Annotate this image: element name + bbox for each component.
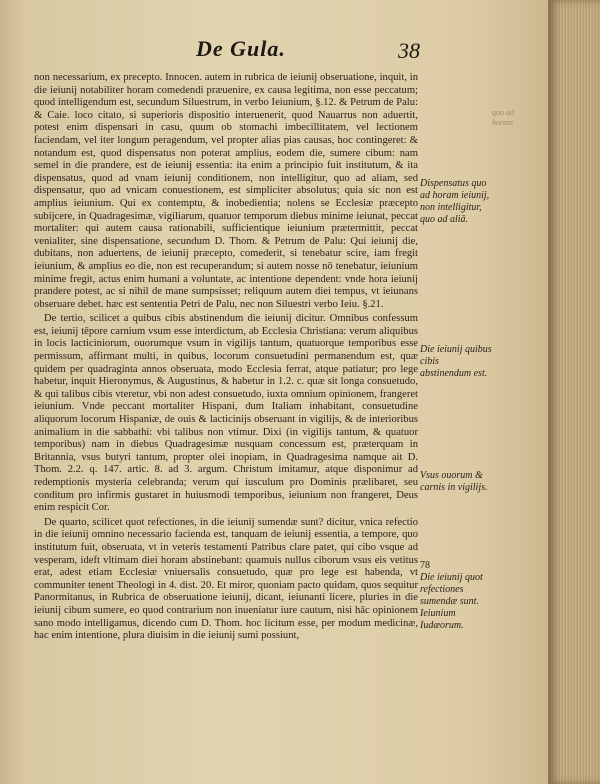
running-title: De Gula. — [196, 36, 286, 61]
paragraph: De quarto, scilicet quot refectiones, in die ieiunij sumendæ sunt? dicitur, vnica refectio in die ieiunij omnino necessario facienda est, tanquam de ieiunij essentia, a tempore, quo institutum fuit, obseruata, vt in veteris testamenti Patribus clare patet, qui cibo vsque ad vesperam, ideft vltimam diei horam abstinebant: quamuis nullus ciborum vsus eis vetitus erat, adest etiam Ecclesiæ vniuersalis consuetudo, quæ pro lege est habenda, vt communiter tenent Theologi in 4. dist. 20. Et miror, quoniam pacto quidam, quos sequitur Panormitanus, in Rubrica de obseruatione ieiunij, dicant, ieiunanti licere, pluries in die ieiunij cibum sumere, eo quod contrarium non inueniatur iure cautum, nisi hāc opinionem sano modo intelligamus, dicendo cum D. Thom. hoc licitum esse, per modum medicinæ, hac enim intentione, plura diuisim in die ieiunij sumi possiunt, — [34, 516, 418, 642]
page-number: 38 — [398, 38, 420, 63]
paragraph: De tertio, scilicet a quibus cibis abstinendum die ieiunij dicitur. Omnibus confessum est, ieiunij tēpore carnium vsum esse interdictum, ab Ecclesia Christiana: verum aliquibus in locis lacticiniorum, ouorumque vsum in vigilijs tantum, quatuorque temporibus esse permissum, affirmant multi, in quibus, locorum consuetudini permanendum est, quæ quidem per quadraginta annos obseruata, modo Ecclesia ferrat, atque patiatur; pro lege habetur, inquit Hieronymus, & Augustinus, & habetur in 1.2. c. quæ sit longa consuetudo, & qui talibus cibis vteretur, vbi non adest consuetudo, iuxta omnium opinionem, frangeret ieiunium. Vnde peccant mortaliter Hispani, dum Italiam inhabitant, consuetudine aliquorum locorum Hispaniæ, de ouis & lacticinijs obseruant in vigilijs, & de interioribus animalium in die sabbathi: vbi talibus non vtimur. Dixi (in vigilijs tantum, & quatuor temporibus) nam in diebus Quadragesimæ nusquam concessum est, præterquam in Britannia, vsus butyri tantum, propter olei inopiam, in Quadragesima namque ait D. Thom. 2.2. q. 147. artic. 8. ad 3. argum. Christum imitamur, atque disponimur ad redemptionis mysteria celebranda; verum qui iusculum pro Dominis prælibaret, seu conditum pro infirmis gustaret in huiusmodi temporibus, ieiunium non frangeret, Deus enim respicit Cor. — [34, 313, 418, 514]
page-header — [180, 36, 430, 70]
main-text-column — [34, 72, 418, 645]
margin-note-block — [420, 560, 492, 632]
margin-note: Dispensatus quo ad horam ieiunij, non intelligitur, quo ad aliā. — [420, 178, 490, 225]
margin-note: Die ieiunij quot refectiones sumendæ sunt. Ieiunium Iudæorum. — [420, 572, 483, 631]
margin-note: Die ieiunij quibus cibis abstinendum est. — [420, 344, 492, 379]
margin-note: Vsus ouorum & carnis in vigilijs. — [420, 470, 488, 493]
paragraph: non necessarium, ex precepto. Innocen. autem in rubrica de ieiunij obseruatione, inquit, in die ieiunij notabiliter horam comedendi præuenire, ex causa legitima, non esse peccatum; quod intelligendum est, secundum Siluestrum, in verbo Ieiunium, §.12. & Petrum de Palu: & Caie. loco citato, si superioris dispositio interuenerit, quod Nauarrus non aduertit, potest enim dispensari in casu, quum ob stomachi imbecillitatem, vel lectionem faciendam, vel iter longum peragendum, vel propter alias pias causas, hoc contingeret: & notandum est, quod dispensatus non poterat amplius, eodem die, sumere cibum: nam semel in die prandere, est de ieiunij essentia: ita enim a principio fuit institutum, & ita dispensatus, quod ad vnam ieiunij conditionem, non intelligitur, quo ad aliam, sed dispensatur, quo ad vnicam conuestionem, est simpliciter absolutus; quia sic non est amplius ieiunium. Qui ex contemptu, & inobedientia; nolens se Ecclesiæ præcepto subijcere, in Quadragesimæ, vigiliarum, quatuor temporum diebus minime ieiunat, peccat mortaliter: qui autem causa rationabili, sufficientique ieiunium prætermittit, peccat venialiter, sine dispensatione, secundum D. Thom. & Petrum de Palu: Qui ieiunij die, dubitans, non aduertens, de ieiunij præcepto, comederit, si tenebatur scire, iam fregit ieiunium, & amplius eo die, non est recuperandum; si autem nosse nō tenebatur, ieiunium minime fregit, actus enim humani a voluntate, ac intentione dependent: vnde hora ieiunij prandere potest, ac si nihil de mane sumpsisset; reliquum autem diei tempus, vt ieiunans obseruare debet. hæc est sententia Petri de Palu, nec non Siluestri verbo Ieiu. §.21. — [34, 72, 418, 310]
margin-note-number: 78 — [420, 560, 430, 571]
handwritten-annotation: quo ad horam — [492, 108, 514, 127]
page-block-edges — [548, 0, 600, 784]
